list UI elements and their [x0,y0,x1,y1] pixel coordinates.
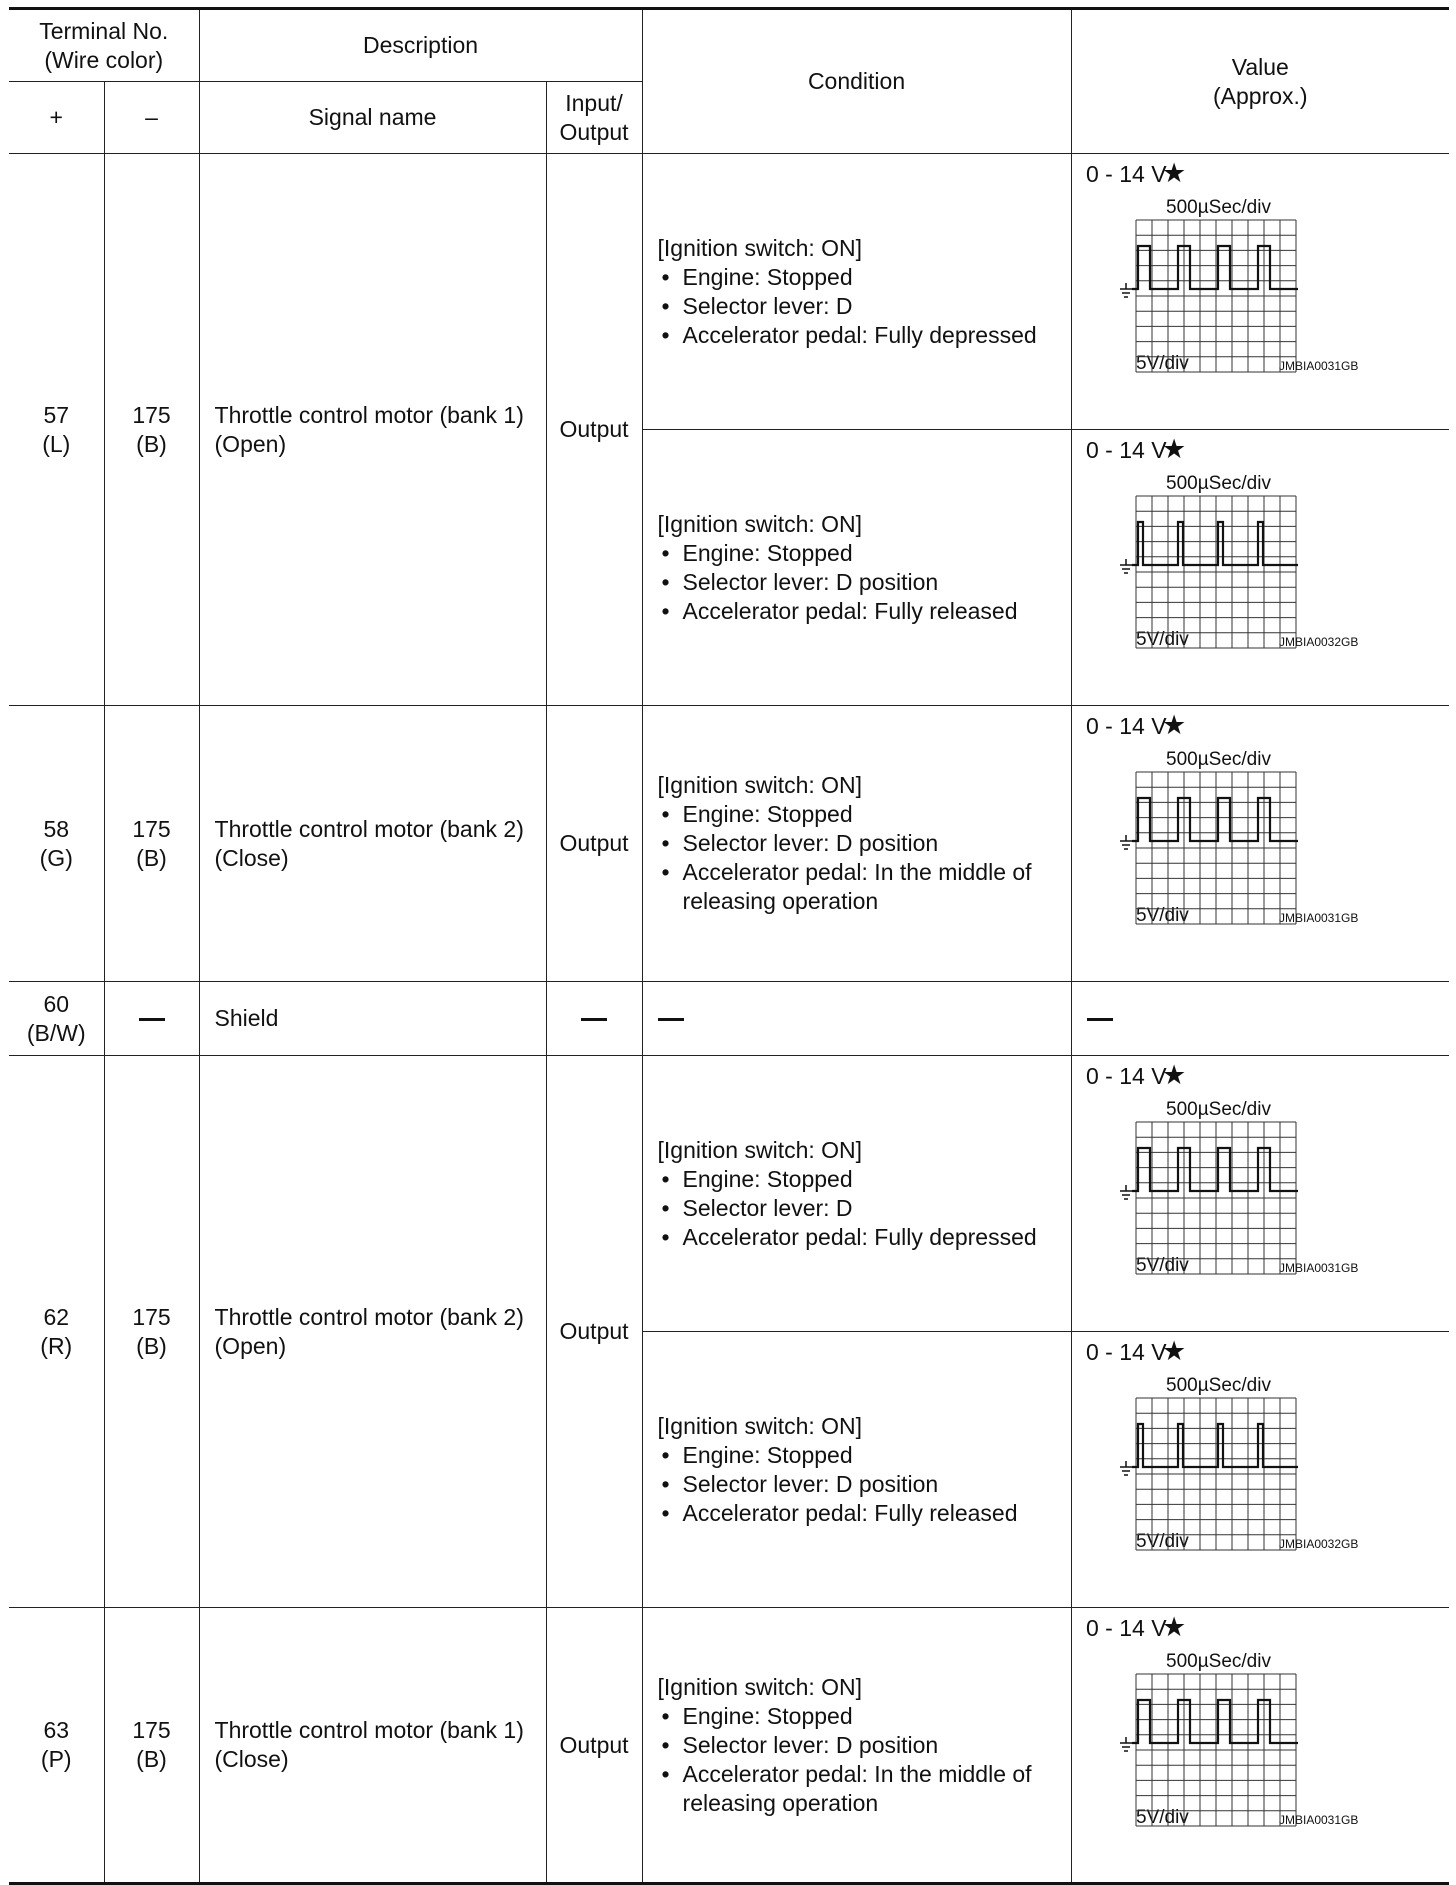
pulse-waveform [1132,522,1298,565]
condition-item: • Selector lever: D position [658,829,1065,858]
condition-item: • Accelerator pedal: Fully released [658,1499,1065,1528]
timebase-label: 500µSec/div [1165,1651,1271,1672]
plus-terminal: 62 (R) [9,1056,104,1608]
minus-terminal: 175 (B) [104,154,199,706]
timebase-label: 500µSec/div [1165,197,1271,218]
condition-item: • Selector lever: D position [658,1731,1065,1760]
condition-title: [Ignition switch: ON] [657,1673,863,1700]
scope-grid [1136,772,1296,924]
dash [139,1018,165,1021]
plus-terminal: 60 (B/W) [9,982,104,1056]
scope-cell [1071,430,1449,706]
dash [581,1018,607,1021]
condition-list [658,1165,1065,1252]
condition-cell [642,1332,1071,1608]
scope-cell [1071,1332,1449,1608]
star-icon: ★ [1161,1612,1186,1642]
condition-cell [642,1056,1071,1332]
minus-terminal [104,982,199,1056]
plus-terminal: 58 (G) [9,706,104,982]
io-value [546,982,642,1056]
figure-reference: JMBIA0032GB [1278,635,1358,649]
minus-terminal: 175 (B) [104,706,199,982]
io-value: Output [546,1608,642,1884]
condition-title: [Ignition switch: ON] [657,772,863,798]
signal-name: Throttle control motor (bank 1) (Close) [199,1608,546,1884]
condition-cell [642,1608,1071,1884]
terminal-no-header: Terminal No. (Wire color) [9,9,199,82]
signal-name-header: Signal name [199,82,546,154]
dash [658,1018,684,1021]
condition-item: • Selector lever: D position [658,568,1065,597]
condition-title: [Ignition switch: ON] [657,234,863,261]
minus-header: – [104,82,199,154]
figure-reference: JMBIA0031GB [1278,911,1358,925]
description-header: Description [199,9,642,82]
voltage-range: 0 - 14 V [1085,161,1167,187]
signal-name: Throttle control motor (bank 1) (Open) [199,154,546,706]
condition-list [658,263,1065,350]
condition-list [658,800,1065,916]
ground-icon [1120,1461,1132,1475]
condition-item: • Selector lever: D position [658,1470,1065,1499]
minus-terminal: 175 (B) [104,1056,199,1608]
condition-title: [Ignition switch: ON] [657,510,863,537]
io-value: Output [546,154,642,706]
condition-item: • Engine: Stopped [658,800,1065,829]
condition-cell [642,982,1071,1056]
volt-div-label: 5V/div [1135,1531,1189,1552]
condition-item: • Accelerator pedal: Fully released [658,597,1065,626]
figure-reference: JMBIA0031GB [1278,1261,1358,1275]
oscilloscope-waveform [1072,154,1448,426]
pulse-waveform [1132,246,1298,289]
pulse-waveform [1132,1148,1298,1191]
scope-grid [1136,496,1296,648]
condition-cell [642,154,1071,430]
scope-grid [1136,1398,1296,1550]
ground-icon [1120,835,1132,849]
plus-terminal: 57 (L) [9,154,104,706]
condition-item: • Accelerator pedal: Fully depressed [658,321,1065,350]
table-row [9,706,1449,982]
condition-item: • Engine: Stopped [658,1702,1065,1731]
signal-name: Throttle control motor (bank 2) (Open) [199,1056,546,1608]
condition-item: • Engine: Stopped [658,539,1065,568]
star-icon: ★ [1161,1336,1186,1366]
timebase-label: 500µSec/div [1165,1099,1271,1120]
condition-item: • Selector lever: D [658,292,1065,321]
value-header: Value (Approx.) [1071,9,1449,154]
condition-item: • Engine: Stopped [658,1165,1065,1194]
oscilloscope-waveform [1072,1056,1448,1328]
scope-cell [1071,154,1449,430]
scope-cell [1071,706,1449,982]
condition-item: • Engine: Stopped [658,263,1065,292]
voltage-range: 0 - 14 V [1085,713,1167,739]
oscilloscope-waveform [1072,706,1448,978]
condition-title: [Ignition switch: ON] [657,1136,863,1163]
signal-name: Shield [199,982,546,1056]
terminal-spec-table [9,7,1449,1885]
timebase-label: 500µSec/div [1165,749,1271,770]
oscilloscope-waveform [1072,430,1448,702]
value-cell [1071,982,1449,1056]
timebase-label: 500µSec/div [1165,1375,1271,1396]
star-icon: ★ [1161,158,1186,188]
ground-icon [1120,1185,1132,1199]
scope-grid [1136,1674,1296,1826]
ground-icon [1120,1737,1132,1751]
io-value: Output [546,1056,642,1608]
timebase-label: 500µSec/div [1165,473,1271,494]
condition-header: Condition [642,9,1071,154]
scope-grid [1136,1122,1296,1274]
volt-div-label: 5V/div [1135,1807,1189,1828]
condition-list [658,1702,1065,1818]
minus-terminal: 175 (B) [104,1608,199,1884]
figure-reference: JMBIA0031GB [1278,1813,1358,1827]
ground-icon [1120,559,1132,573]
table-row [9,1608,1449,1884]
signal-name: Throttle control motor (bank 2) (Close) [199,706,546,982]
voltage-range: 0 - 14 V [1085,1063,1167,1089]
condition-list [658,539,1065,626]
star-icon: ★ [1161,1060,1186,1090]
condition-list [658,1441,1065,1528]
volt-div-label: 5V/div [1135,905,1189,926]
condition-item: • Selector lever: D [658,1194,1065,1223]
oscilloscope-waveform [1072,1608,1448,1880]
voltage-range: 0 - 14 V [1085,1339,1167,1365]
scope-cell [1071,1056,1449,1332]
condition-cell [642,430,1071,706]
volt-div-label: 5V/div [1135,353,1189,374]
pulse-waveform [1132,798,1298,841]
dash [1087,1018,1113,1021]
star-icon: ★ [1161,710,1186,740]
table-row [9,154,1449,430]
ground-icon [1120,283,1132,297]
plus-terminal: 63 (P) [9,1608,104,1884]
table-row [9,982,1449,1056]
io-value: Output [546,706,642,982]
condition-item: • Accelerator pedal: Fully depressed [658,1223,1065,1252]
voltage-range: 0 - 14 V [1085,437,1167,463]
star-icon: ★ [1161,434,1186,464]
pulse-waveform [1132,1424,1298,1467]
oscilloscope-waveform [1072,1332,1448,1604]
table-row [9,1056,1449,1332]
condition-title: [Ignition switch: ON] [657,1412,863,1439]
scope-grid [1136,220,1296,372]
condition-item: • Accelerator pedal: In the middle of releasing operation [658,1760,1065,1818]
voltage-range: 0 - 14 V [1085,1615,1167,1641]
volt-div-label: 5V/div [1135,629,1189,650]
pulse-waveform [1132,1700,1298,1743]
io-header: Input/ Output [546,82,642,154]
figure-reference: JMBIA0031GB [1278,359,1358,373]
volt-div-label: 5V/div [1135,1255,1189,1276]
figure-reference: JMBIA0032GB [1278,1537,1358,1551]
plus-header: + [9,82,104,154]
condition-cell [642,706,1071,982]
scope-cell [1071,1608,1449,1884]
condition-item: • Engine: Stopped [658,1441,1065,1470]
condition-item: • Accelerator pedal: In the middle of releasing operation [658,858,1065,916]
